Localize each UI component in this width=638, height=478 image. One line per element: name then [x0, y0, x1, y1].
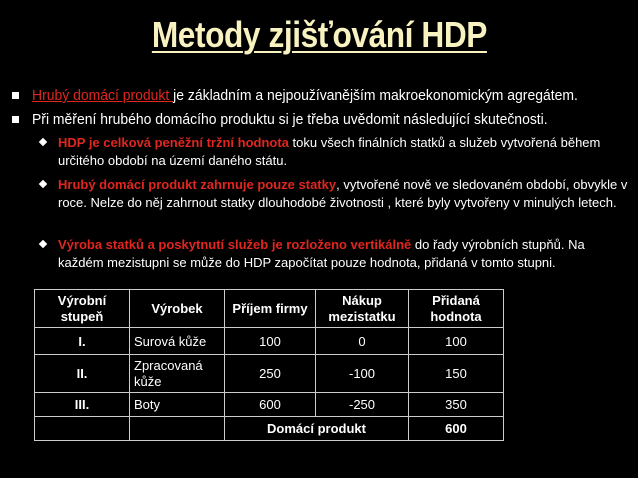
slide-title-text: Metody zjišťování HDP: [151, 14, 487, 55]
diamond-bullet-icon: [39, 240, 47, 248]
cell-purchase: -250: [316, 393, 409, 417]
bullet-1-text: je základním a nejpoužívanějším makroekonomickým agregátem.: [173, 87, 578, 104]
subbullet-2-text: , vytvořené nově ve sledovaném období, obvykle v roce. Nelze do něj zahrnout statky dlouhodobé životnosti , které byly vytvořeny v minulých letech.: [58, 177, 628, 210]
diamond-bullet-icon: [39, 180, 47, 188]
total-value: 600: [409, 417, 504, 441]
table-total-row: [35, 417, 504, 441]
header-purchase: Nákup mezistatku: [316, 290, 409, 328]
cell-empty: [130, 417, 225, 441]
table-row: [35, 355, 504, 393]
header-added-value: Přidaná hodnota: [409, 290, 504, 328]
subbullet-3-highlight: Výroba statků a poskytnutí služeb je rozloženo vertikálně: [58, 237, 412, 252]
header-stage: Výrobní stupeň: [35, 290, 130, 328]
cell-empty: [35, 417, 130, 441]
value-added-table: [34, 289, 504, 441]
subbullet-3-text: do řady výrobních stupňů. Na každém mezistupni se může do HDP započítat pouze hodnota, přidaná v tomto stupni.: [58, 237, 585, 270]
diamond-bullet-icon: [39, 138, 47, 146]
table-row: [35, 393, 504, 417]
slide-title: [0, 14, 638, 56]
bullet-2-text: Při měření hrubého domácího produktu si je třeba uvědomit následující skutečnosti.: [32, 111, 548, 128]
cell-added-value: 150: [409, 355, 504, 393]
gdp-link[interactable]: Hrubý domácí produkt: [32, 87, 174, 104]
cell-product: Boty: [130, 393, 225, 417]
subbullet-1-text: toku všech finálních statků a služeb vytvořená během určitého období na území daného státu.: [58, 135, 601, 168]
table-row: [35, 328, 504, 355]
total-label: Domácí produkt: [225, 417, 409, 441]
header-product: Výrobek: [130, 290, 225, 328]
cell-stage: II.: [35, 355, 130, 393]
cell-revenue: 250: [225, 355, 316, 393]
cell-stage: I.: [35, 328, 130, 355]
cell-stage: III.: [35, 393, 130, 417]
cell-product: Surová kůže: [130, 328, 225, 355]
square-bullet-icon: [12, 116, 19, 123]
cell-revenue: 100: [225, 328, 316, 355]
subbullet-1-highlight: HDP je celková peněžní tržní hodnota: [58, 135, 289, 150]
table-header-row: [35, 290, 504, 328]
cell-product: Zpracovaná kůže: [130, 355, 225, 393]
cell-revenue: 600: [225, 393, 316, 417]
cell-purchase: 0: [316, 328, 409, 355]
header-revenue: Příjem firmy: [225, 290, 316, 328]
subbullet-2-highlight: Hrubý domácí produkt zahrnuje pouze statky: [58, 177, 337, 192]
cell-added-value: 100: [409, 328, 504, 355]
cell-added-value: 350: [409, 393, 504, 417]
cell-purchase: -100: [316, 355, 409, 393]
square-bullet-icon: [12, 92, 19, 99]
